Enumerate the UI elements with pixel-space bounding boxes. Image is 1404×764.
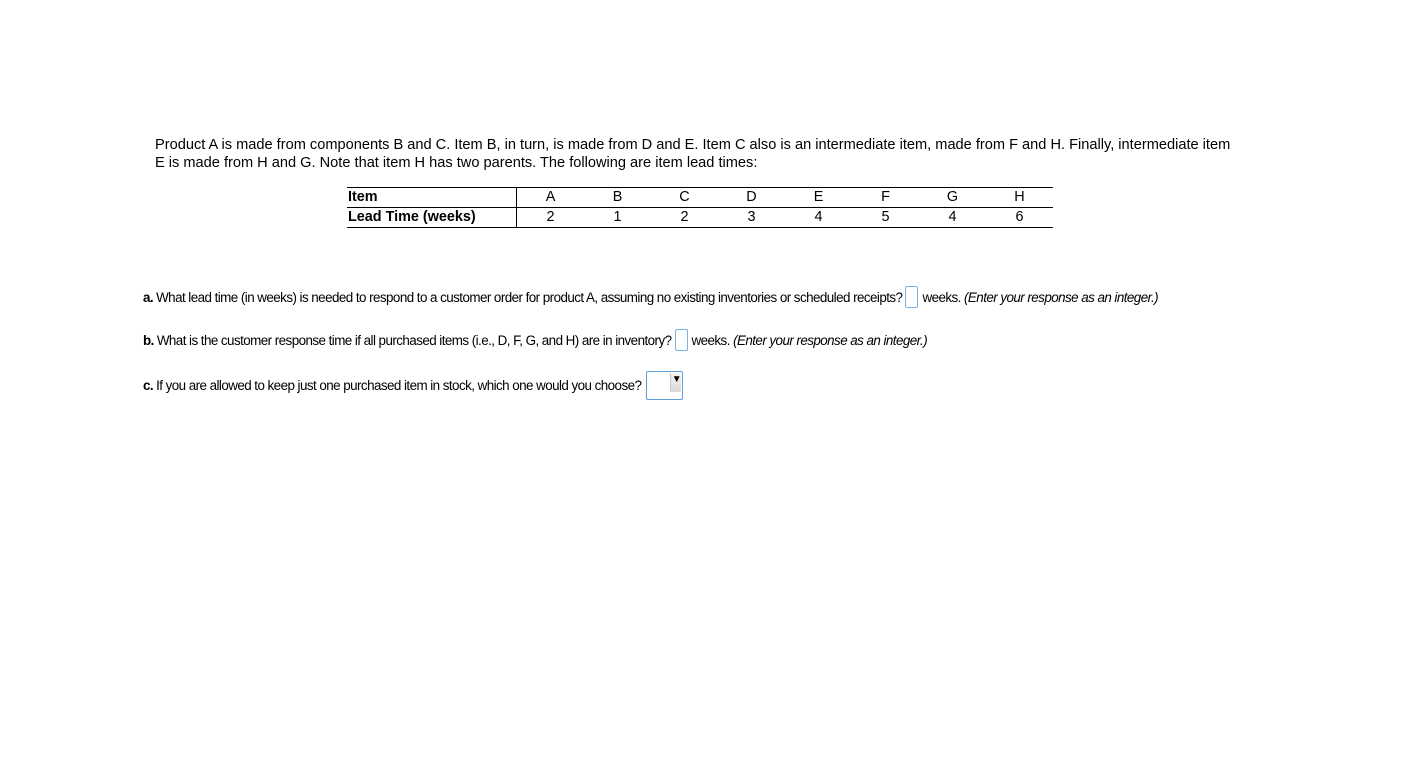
question-b-letter: b. [143, 332, 154, 348]
intro-line-2: E is made from H and G. Note that item H has two parents. The following are item lead times: [155, 155, 758, 171]
question-b [143, 329, 927, 351]
item-cell: F [852, 188, 919, 208]
question-a-answer-input[interactable] [905, 286, 918, 308]
question-a-hint-text: (Enter your response as an integer.) [964, 289, 1159, 305]
question-b-text: What is the customer response time if all purchased items (i.e., D, F, G, and H) are in inventory? [156, 332, 672, 348]
item-header: Item [347, 188, 517, 208]
lead-time-cell: 6 [986, 208, 1053, 228]
item-cell: A [517, 188, 585, 208]
lead-time-cell: 4 [785, 208, 852, 228]
item-row [347, 188, 1053, 208]
lead-time-cell: 1 [584, 208, 651, 228]
question-a-letter: a. [143, 289, 154, 305]
lead-time-cell: 5 [852, 208, 919, 228]
problem-statement [155, 136, 1255, 172]
question-c [143, 371, 683, 400]
intro-line-1: Product A is made from components B and C. Item B, in turn, is made from D and E. Item C also is an intermediate item, made from F and H. Finally, intermediate item [155, 137, 1231, 153]
question-a-unit: weeks. [922, 289, 961, 305]
question-a-text: What lead time (in weeks) is needed to respond to a customer order for product A, assuming no existing inventories or scheduled receipts? [156, 289, 903, 305]
question-c-letter: c. [143, 378, 154, 393]
lead-time-cell: 2 [517, 208, 585, 228]
question-c-dropdown[interactable] [646, 371, 683, 400]
question-b-unit: weeks. [691, 332, 730, 348]
item-cell: C [651, 188, 718, 208]
lead-time-cell: 4 [919, 208, 986, 228]
question-b-answer-input[interactable] [675, 329, 688, 351]
item-cell: E [785, 188, 852, 208]
lead-time-header: Lead Time (weeks) [347, 208, 517, 228]
question-b-hint-text: (Enter your response as an integer.) [733, 332, 928, 348]
question-c-text: If you are allowed to keep just one purchased item in stock, which one would you choose? [156, 378, 642, 393]
lead-time-cell: 2 [651, 208, 718, 228]
item-cell: D [718, 188, 785, 208]
lead-time-cell: 3 [718, 208, 785, 228]
lead-time-row [347, 208, 1053, 228]
lead-time-table [347, 187, 1053, 228]
item-cell: B [584, 188, 651, 208]
item-cell: H [986, 188, 1053, 208]
question-b-hint [733, 333, 927, 348]
dropdown-arrow-icon[interactable]: ▼ [670, 373, 681, 392]
question-a [143, 286, 1158, 308]
item-cell: G [919, 188, 986, 208]
question-a-hint [964, 290, 1158, 305]
